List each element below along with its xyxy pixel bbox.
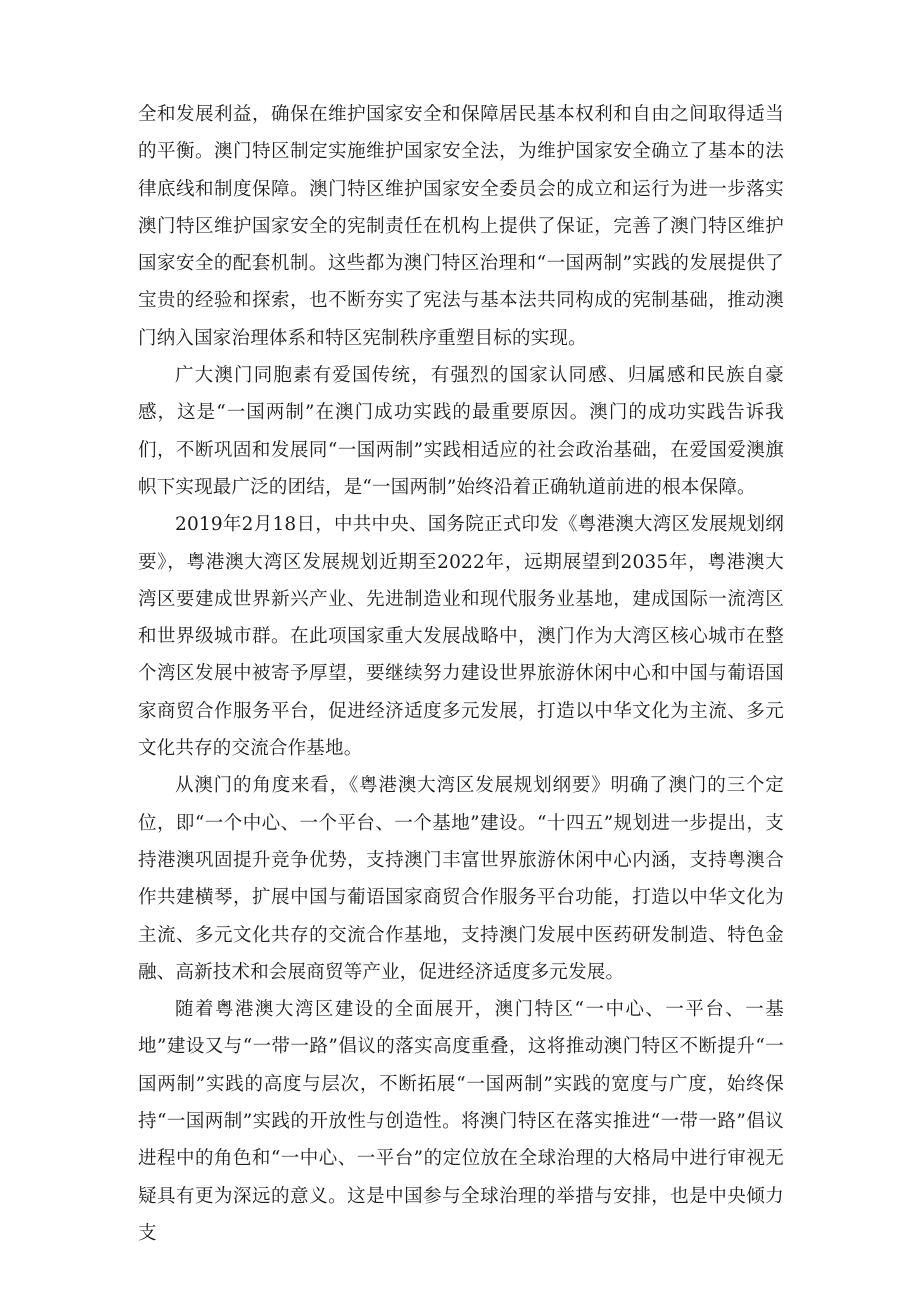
paragraph-1: 全和发展利益，确保在维护国家安全和保障居民基本权利和自由之间取得适当的平衡。澳门特区制定实施维护国家安全法，为维护国家安全确立了基本的法律底线和制度保障。澳门特区维护国家安全委员会的成立和运行为进一步落实澳门特区维护国家安全的宪制责任在机构上提供了保证，完善了澳门特区维护国家安全的配套机制。这些都为澳门特区治理和“一国两制”实践的发展提供了宝贵的经验和探索，也不断夯实了宪法与基本法共同构成的宪制基础，推动澳门纳入国家治理体系和特区宪制秩序重塑目标的实现。 <box>138 104 784 349</box>
paragraph-2: 广大澳门同胞素有爱国传统，有强烈的国家认同感、归属感和民族自豪感，这是“一国两制”在澳门成功实践的最重要原因。澳门的成功实践告诉我们，不断巩固和发展同“一国两制”实践相适应的社会政治基础，在爱国爱澳旗帜下实现最广泛的团结，是“一国两制”始终沿着正确轨道前进的根本保障。 <box>138 365 784 498</box>
paragraph-5: 随着粤港澳大湾区建设的全面展开，澳门特区“一中心、一平台、一基地”建设又与“一带一路”倡议的落实高度重叠，这将推动澳门特区不断提升“一国两制”实践的高度与层次，不断拓展“一国两制”实践的宽度与广度，始终保持“一国两制”实践的开放性与创造性。将澳门特区在落实推进“一带一路”倡议进程中的角色和“一中心、一平台”的定位放在全球治理的大格局中进行审视无疑具有更为深远的意义。这是中国参与全球治理的举措与安排，也是中央倾力支 <box>138 999 784 1244</box>
paragraph-4: 从澳门的角度来看，《粤港澳大湾区发展规划纲要》明确了澳门的三个定位，即“一个中心、一个平台、一个基地”建设。“十四五”规划进一步提出，支持港澳巩固提升竞争优势，支持澳门丰富世界旅游休闲中心内涵，支持粤澳合作共建横琴，扩展中国与葡语国家商贸合作服务平台功能，打造以中华文化为主流、多元文化共存的交流合作基地，支持澳门发展中医药研发制造、特色金融、高新技术和会展商贸等产业，促进经济适度多元发展。 <box>138 775 784 983</box>
paragraph-3: 2019年2月18日，中共中央、国务院正式印发《粤港澳大湾区发展规划纲要》，粤港澳大湾区发展规划近期至2022年，远期展望到2035年，粤港澳大湾区要建成世界新兴产业、先进制造业和现代服务业基地，建成国际一流湾区和世界级城市群。在此项国家重大发展战略中，澳门作为大湾区核心城市在整个湾区发展中被寄予厚望，要继续努力建设世界旅游休闲中心和中国与葡语国家商贸合作服务平台，促进经济适度多元发展，打造以中华文化为主流、多元文化共存的交流合作基地。 <box>138 514 784 760</box>
document-body <box>138 96 784 1252</box>
